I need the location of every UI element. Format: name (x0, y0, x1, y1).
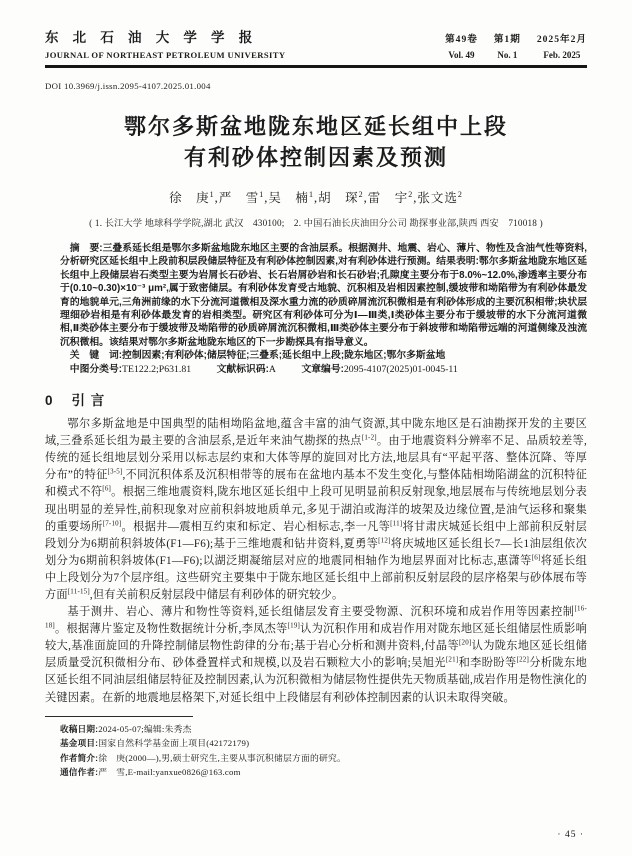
intro-paragraph-2: 基于测井、岩心、薄片和物性等资料,延长组储层发育主要受物源、沉积环境和成岩作用等因素控制[16-18]。根据薄片鉴定及物性数据统计分析,李凤杰等[19]认为沉积作用和成岩作用对陇东地区延长组储层性质影响较大,基准面旋回的升降控制储层物性韵律的分布;基于岩心分析和测井资料,付晶等[20]认为陇东地区延长组储层质量受沉积微相分布、砂体叠置样式和规模,以及岩石颗粒大小的影响;吴旭光[21]和李盼盼等[22]分析陇东地区延长组不同油层组储层特征及控制因素,认为沉积微相为储层物性提供先天物质基础,成岩作用是物性演化的关键因素。在新的地震地层格架下,对延长组中上段储层有利砂体控制因素的认识未取得突破。 (45, 604, 587, 704)
footnote-text: 国家自然科学基金面上项目(42172179) (98, 738, 250, 749)
masthead (45, 30, 587, 60)
issue-cn: 第1期 (493, 34, 521, 45)
journal-name-block (45, 30, 286, 60)
doc-code-value: A (268, 363, 276, 375)
abstract-block (60, 242, 587, 376)
footnote-block (45, 716, 587, 780)
article-id-value: 2095-4107(2025)01-0045-11 (343, 363, 458, 375)
issue-info-block (445, 30, 587, 60)
keywords-line (60, 349, 587, 362)
footnote-rule (45, 716, 193, 717)
section-title: 引 言 (71, 393, 106, 409)
volume-cn: 第49卷 (445, 34, 478, 45)
affiliation-line: ( 1. 长江大学 地球科学学院,湖北 武汉 430100; 2. 中国石油长庆油田分公司 勘探事业部,陕西 西安 710018 ) (89, 218, 543, 228)
abstract-text: 三叠系延长组是鄂尔多斯盆地陇东地区主要的含油层系。根据测井、地震、岩心、薄片、物性及含油气性等资料,分析研究区延长组中上段前积层段储层特征及有利砂体控制因素,对有利砂体进行预测。结果表明:鄂尔多斯盆地陇东地区延长组中上段储层岩石类型主要为岩屑长石砂岩、长石岩屑砂岩和长石砂岩;孔隙度主要分布于8.0%~12.0%,渗透率主要分布于(0.10~0.30)×10⁻³ μm²,属于致密储层。有利砂体发育受古地貌、沉积相及岩相因素控制,缓坡带和坳陷带为有利砂体最发育的地貌单元,三角洲前缘的水下分流河道微相及深水重力流的砂质碎屑流沉积微相是有利砂体形成的主要沉积相带;块状层理细砂岩相是有利砂体最发育的岩相类型。研究区有利砂体可分为Ⅰ—Ⅲ类,Ⅰ类砂体主要分布于缓坡带的水下分流河道微相,Ⅱ类砂体主要分布于缓坡带及坳陷带的砂质碎屑流沉积微相,Ⅲ类砂体主要分布于斜坡带和坳陷带远端的河道侧缘及浊流沉积微相。该结果对鄂尔多斯盆地陇东地区的下一步勘探具有指导意义。 (60, 243, 587, 348)
title-line-1: 鄂尔多斯盆地陇东地区延长组中上段 (123, 114, 508, 139)
article-id-label: 文章编号: (301, 363, 344, 375)
footnote-line (60, 751, 587, 766)
footnote-line (60, 765, 587, 780)
journal-name-cn: 东北石油大学学报 (45, 30, 267, 45)
footnote-label: 作者简介: (60, 752, 99, 763)
abstract-label: 摘 要: (69, 243, 103, 254)
issue-en: No. 1 (497, 50, 518, 60)
footnote-text: 2024-05-07;编辑:朱秀杰 (98, 723, 192, 734)
footnote-label: 基金项目: (60, 738, 99, 749)
footnote-line (60, 722, 587, 737)
authors-line: 徐 庚$^1$,严 雪$^1$,吴 楠$^1$,胡 琛$^2$,雷 宇$^2$,张文选$^2$ (169, 189, 463, 205)
clc-label: 中图分类号: (69, 363, 123, 375)
issue-col (494, 31, 521, 60)
footnote-label: 收稿日期: (60, 723, 99, 734)
doi-line: DOI 10.3969/j.issn.2095-4107.2025.01.004 (45, 81, 211, 91)
footnote-label: 通信作者: (60, 767, 99, 778)
article-title (45, 111, 587, 173)
page-number: · 45 · (557, 830, 584, 840)
date-cn: 2025年2月 (536, 34, 587, 45)
footnote-text: 徐 庚(2000—),男,硕士研究生,主要从事沉积储层方面的研究。 (98, 752, 347, 763)
intro-paragraph-1: 鄂尔多斯盆地是中国典型的陆相坳陷盆地,蕴含丰富的油气资源,其中陇东地区是石油勘探开发的主要区域,三叠系延长组为最主要的含油层系,是近年来油气勘探的热点[1-2]。由于地震资料分辨率不足、品质较差等,传统的延长组地层划分采用以标志层约束和大体等厚的旋回对比方法,地层具有“平起平落、整体沉降、等厚分布”的特征[3-5],不同沉积体系及沉积相带等的展布在盆地内基本不发生变化,与整体陆相坳陷湖盆的沉积特征和模式不符[6]。根据三维地震资料,陇东地区延长组中上段可见明显前积反射现象,地层展布与传统地层划分表现出明显的差异性,前积现象对应前积斜坡地质单元,多见于湖泊或海洋的坡架及边缘位置,是油气运移和聚集的重要场所[7-10]。根据井—震相互约束和标定、岩心相标志,李一凡等[11]将甘肃庆城延长组中上部前积反射层段划分为6期前积斜坡体(F1—F6);基于三维地震和钻井资料,夏勇等[12]将庆城地区延长组长7—长1油层组依次划分为6期前积斜坡体(F1—F6);以湖泛期凝缩层对应的地震同相轴作为地层界面对比标志,惠潇等[6]将延长组中上段划分为7个层序组。这些研究主要集中于陇东地区延长组中上部前积反射层段的层序格架与砂体展布等方面[11-15],但有关前积反射层段中储层有利砂体的研究较少。 (45, 418, 588, 601)
date-col (537, 31, 587, 60)
footnote-text: 严 雪,E-mail:yanxue0826@163.com (98, 767, 241, 778)
section-number: 0 (45, 393, 54, 409)
section-heading-introduction (45, 389, 587, 409)
volume-col (445, 31, 478, 60)
doc-code-label: 文献标识码: (216, 363, 269, 375)
keywords-text: 控制因素;有利砂体;储层特征;三叠系;延长组中上段;陇东地区;鄂尔多斯盆地 (122, 350, 446, 362)
abstract-paragraph (60, 242, 587, 349)
journal-name-en: JOURNAL OF NORTHEAST PETROLEUM UNIVERSITY (45, 49, 286, 60)
volume-en: Vol. 49 (448, 50, 475, 60)
keywords-label: 关 键 词: (69, 350, 123, 362)
masthead-rule (45, 65, 587, 68)
date-en: Feb. 2025 (543, 50, 581, 60)
title-line-2: 有利砂体控制因素及预测 (183, 145, 448, 170)
footnote-line (60, 736, 587, 751)
footnote-lines (45, 722, 587, 780)
clc-value: TE122.2;P631.81 (122, 363, 192, 375)
classification-line (60, 363, 587, 376)
